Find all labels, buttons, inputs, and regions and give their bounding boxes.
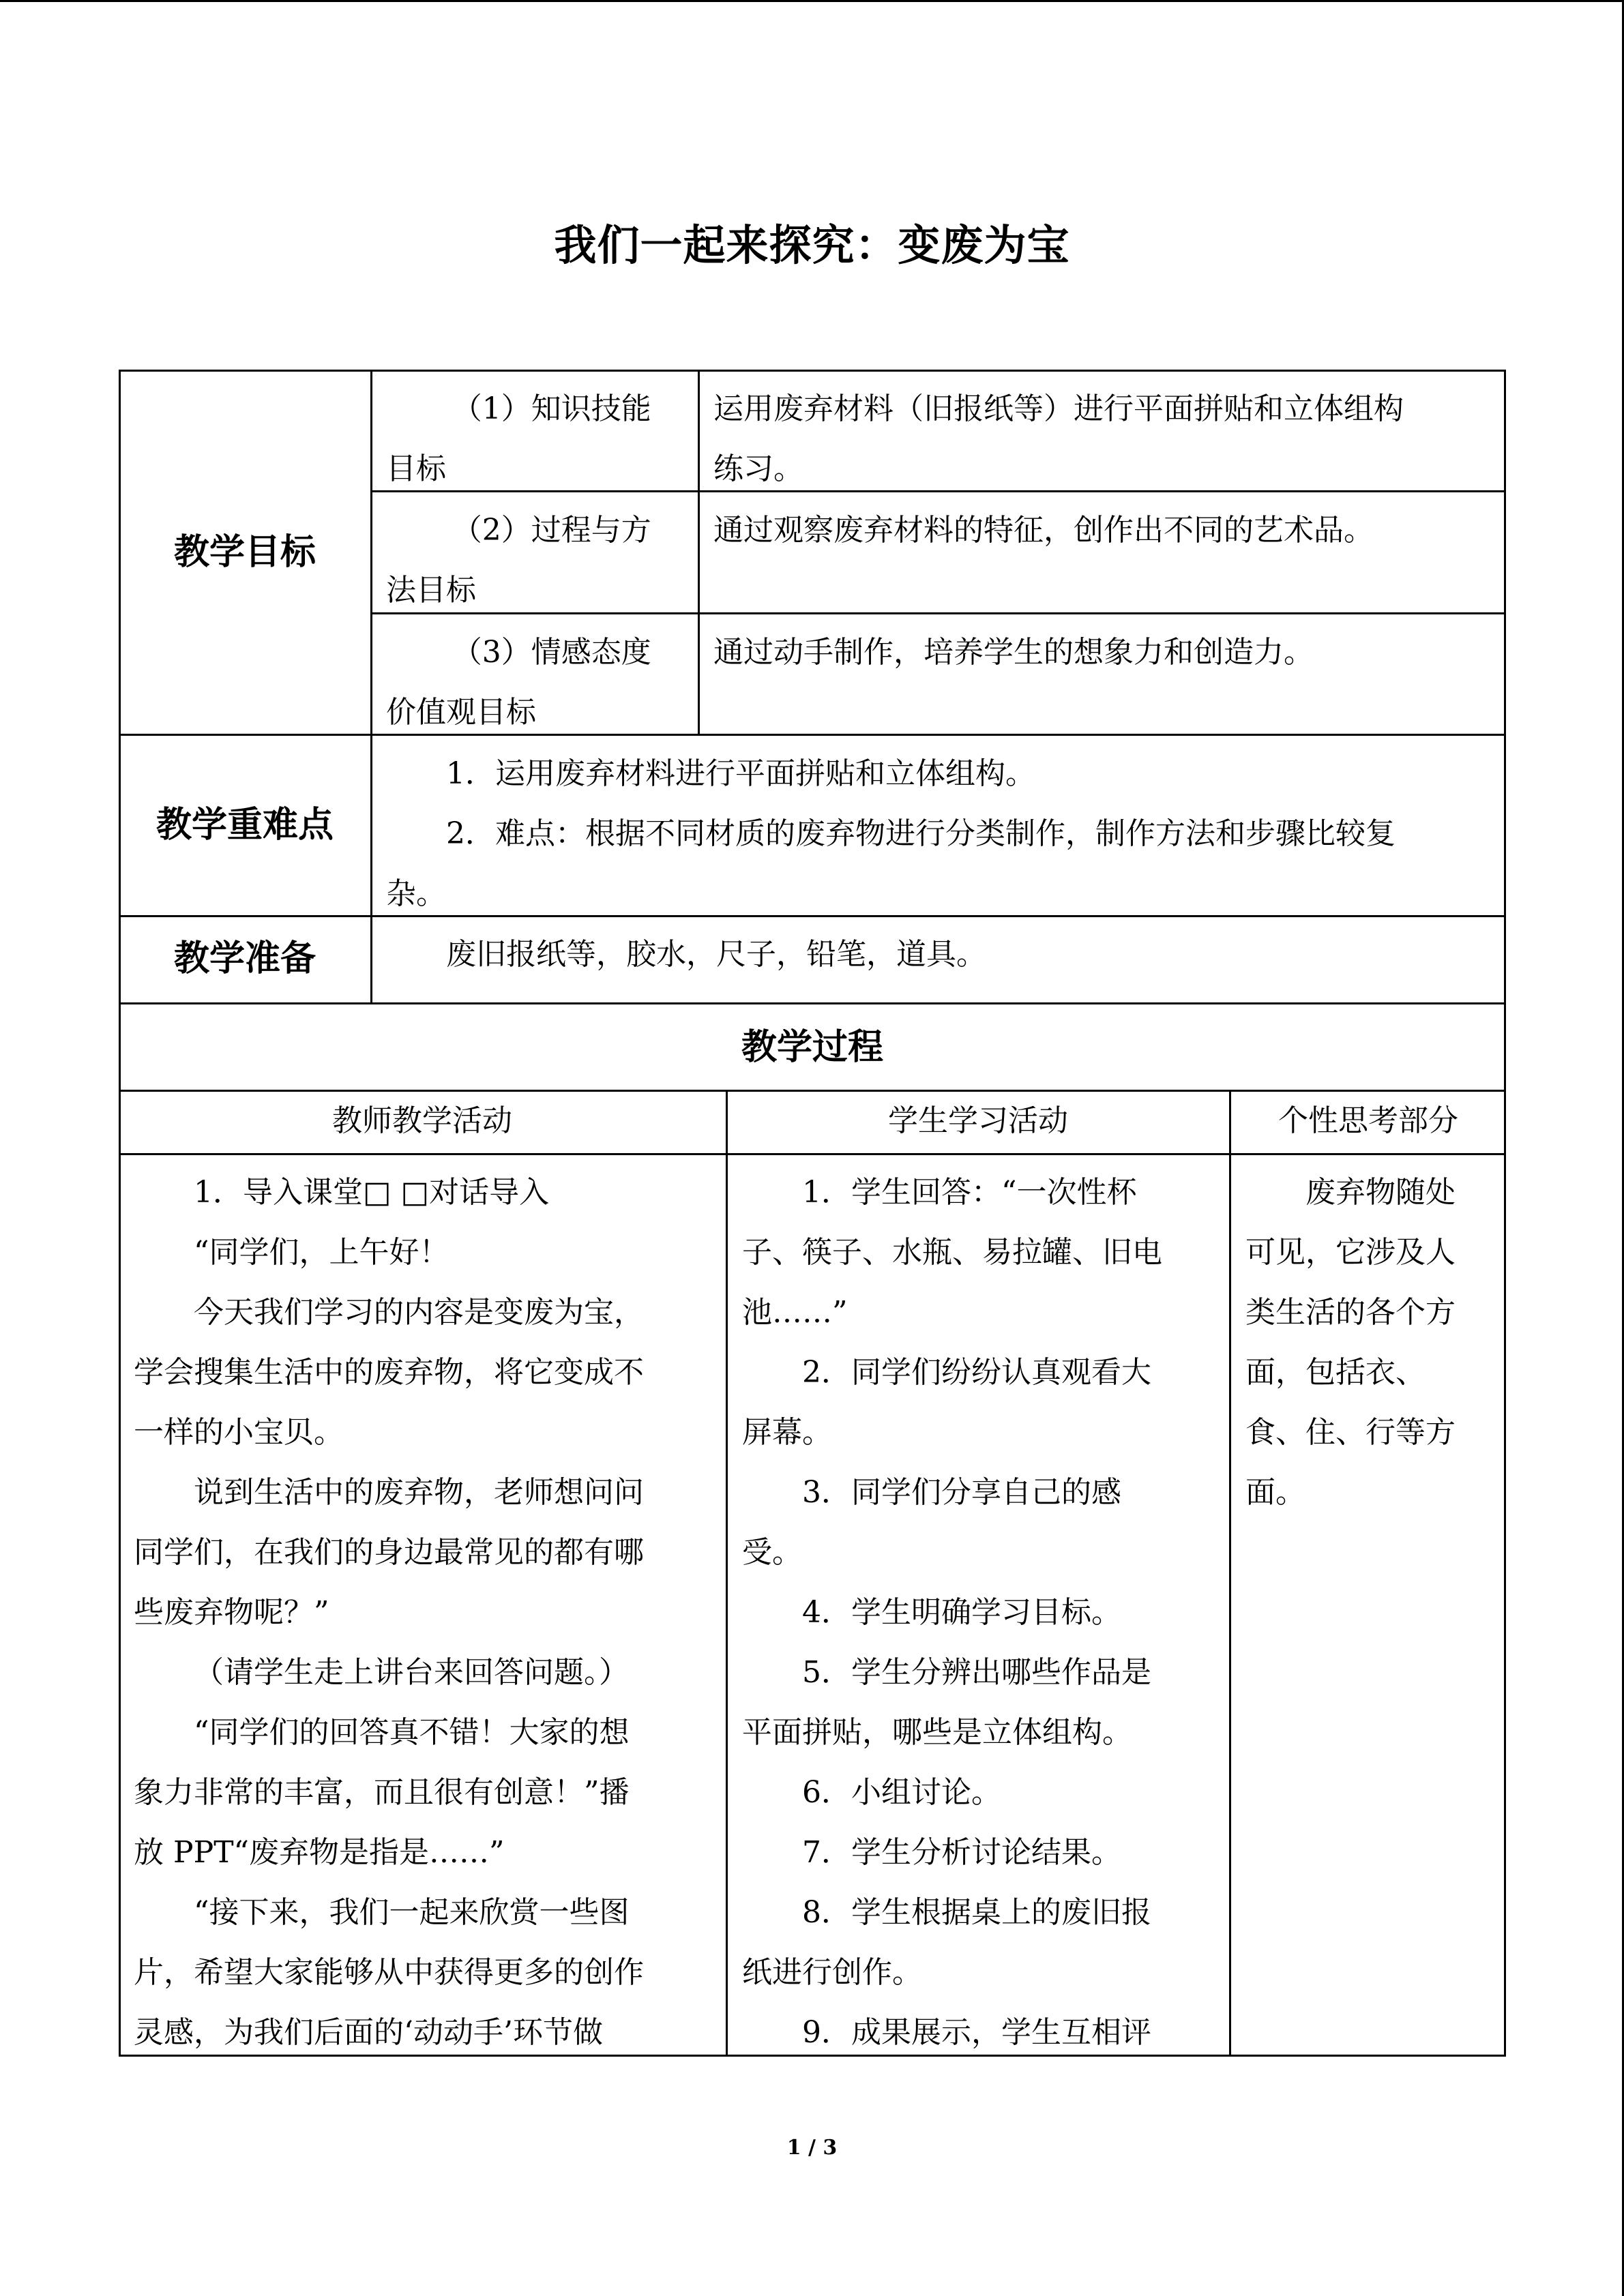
- preparation-label: 教学准备: [173, 938, 316, 979]
- text-line: 池……”: [742, 1295, 848, 1330]
- teacher-activity-header: 教师教学活动: [332, 1103, 512, 1138]
- text-line: 5．学生分辨出哪些作品是: [802, 1655, 1151, 1690]
- text-line: 面，包括衣、: [1245, 1355, 1426, 1390]
- objective-name-line: （1）知识技能: [452, 391, 651, 426]
- objective-name-2: [386, 501, 693, 621]
- thinking-header: 个性思考部分: [1278, 1103, 1458, 1138]
- text-line: 一样的小宝贝。: [134, 1415, 344, 1450]
- text-line: 4．学生明确学习目标。: [802, 1595, 1121, 1630]
- text-line: 7．学生分析讨论结果。: [802, 1835, 1121, 1870]
- text-line: “接下来，我们一起来欣赏一些图: [194, 1895, 630, 1930]
- row-divider: [119, 734, 1506, 736]
- text-line: 1．导入课堂□ □对话导入: [194, 1175, 550, 1210]
- text-line: 片，希望大家能够从中获得更多的创作: [134, 1955, 644, 1990]
- text-line: 灵感，为我们后面的‘动动手’环节做: [134, 2015, 603, 2050]
- text-line: 学会搜集生活中的废弃物，将它变成不: [134, 1355, 644, 1390]
- text-line: 废弃物随处: [1305, 1175, 1456, 1210]
- student-activity-column: [742, 1163, 1220, 2063]
- text-line: 同学们，在我们的身边最常见的都有哪: [134, 1535, 644, 1570]
- objective-desc-2: [713, 501, 1498, 561]
- objective-desc-line: 通过观察废弃材料的特征，创作出不同的艺术品。: [713, 513, 1374, 548]
- text-line: 些废弃物呢？”: [134, 1595, 329, 1630]
- preparation-content: [386, 925, 1498, 985]
- objective-name-line: 目标: [386, 451, 446, 486]
- key-points-label: 教学重难点: [156, 804, 334, 846]
- text-line: （请学生走上讲台来回答问题。）: [194, 1655, 629, 1690]
- row-divider: [119, 1090, 1506, 1092]
- row-divider: [119, 1002, 1506, 1004]
- thinking-column: [1245, 1163, 1498, 1523]
- row-divider: [119, 1153, 1506, 1155]
- column-divider: [1229, 1090, 1231, 2057]
- key-points-content: [386, 744, 1498, 924]
- text-line: 屏幕。: [742, 1415, 832, 1450]
- text-line: 可见，它涉及人: [1245, 1235, 1456, 1270]
- student-activity-header: 学生学习活动: [888, 1103, 1068, 1138]
- key-point-line: 2．难点：根据不同材质的废弃物进行分类制作，制作方法和步骤比较复: [446, 816, 1396, 851]
- objective-desc-line: 练习。: [713, 451, 803, 486]
- teacher-activity-column: [134, 1163, 713, 2063]
- text-line: 今天我们学习的内容是变废为宝，: [194, 1295, 644, 1330]
- objective-desc-line: 运用废弃材料（旧报纸等）进行平面拼贴和立体组构: [713, 391, 1404, 426]
- objective-name-line: （2）过程与方: [452, 513, 651, 548]
- text-line: 子、筷子、水瓶、易拉罐、旧电: [742, 1235, 1162, 1270]
- objective-name-line: （3）情感态度: [452, 635, 651, 670]
- text-line: 8．学生根据桌上的废旧报: [802, 1895, 1151, 1930]
- key-point-line: 杂。: [386, 876, 446, 911]
- objective-name-1: [386, 379, 693, 499]
- preparation-text: 废旧报纸等，胶水，尺子，铅笔，道具。: [446, 937, 986, 972]
- text-line: 纸进行创作。: [742, 1955, 922, 1990]
- text-line: 3．同学们分享自己的感: [802, 1475, 1121, 1510]
- text-line: 食、住、行等方: [1245, 1415, 1456, 1450]
- page-number: 1 / 3: [786, 2136, 838, 2160]
- text-line: 平面拼贴，哪些是立体组构。: [742, 1715, 1132, 1750]
- text-line: 象力非常的丰富，而且很有创意！”播: [134, 1775, 630, 1810]
- objective-desc-line: 通过动手制作，培养学生的想象力和创造力。: [713, 635, 1314, 670]
- objective-name-line: 价值观目标: [386, 695, 536, 730]
- top-border: [0, 0, 1624, 2]
- text-line: 6．小组讨论。: [802, 1775, 1001, 1810]
- text-line: 受。: [742, 1535, 802, 1570]
- text-line: “同学们的回答真不错！大家的想: [194, 1715, 630, 1750]
- text-line: 面。: [1245, 1475, 1305, 1510]
- column-divider: [726, 1090, 728, 2057]
- document-title: 我们一起来探究：变废为宝: [554, 220, 1070, 270]
- objectives-label: 教学目标: [173, 531, 316, 573]
- text-line: 类生活的各个方: [1245, 1295, 1456, 1330]
- objective-desc-1: [713, 379, 1498, 499]
- text-line: 2．同学们纷纷认真观看大: [802, 1355, 1151, 1390]
- objective-desc-3: [713, 623, 1498, 683]
- text-line: “同学们，上午好！: [194, 1235, 449, 1270]
- objective-name-line: 法目标: [386, 573, 476, 608]
- column-divider: [698, 370, 700, 734]
- key-point-line: 1．运用废弃材料进行平面拼贴和立体组构。: [446, 756, 1035, 791]
- text-line: 9．成果展示，学生互相评: [802, 2015, 1151, 2050]
- text-line: 1．学生回答：“一次性杯: [802, 1175, 1137, 1210]
- column-divider: [370, 370, 372, 1002]
- text-line: 说到生活中的废弃物，老师想问问: [194, 1475, 644, 1510]
- text-line: 放 PPT“废弃物是指是……”: [134, 1835, 505, 1870]
- objective-name-3: [386, 623, 693, 743]
- process-title: 教学过程: [741, 1026, 883, 1068]
